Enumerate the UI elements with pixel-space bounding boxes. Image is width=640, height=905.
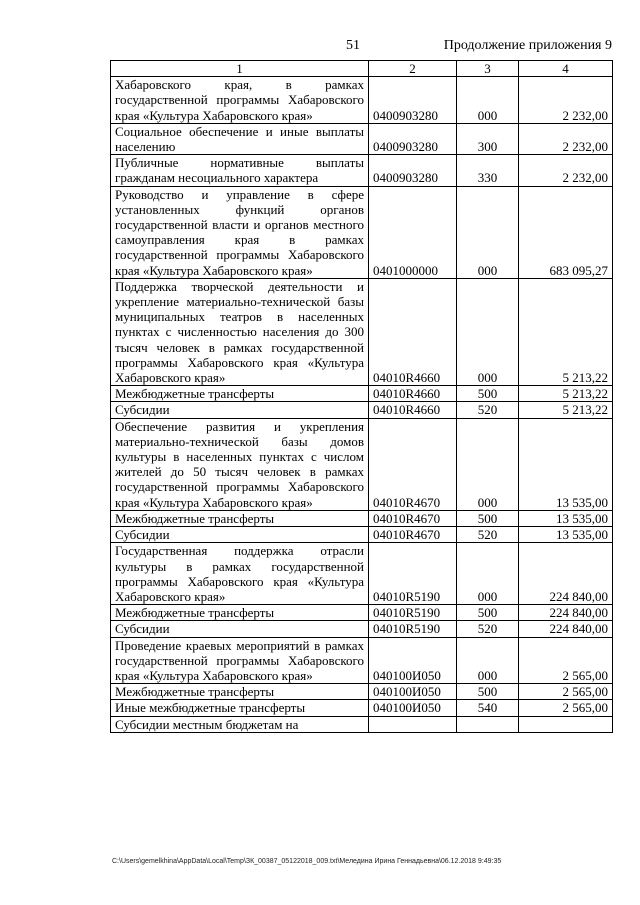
table-row <box>111 527 613 543</box>
table-row <box>111 605 613 621</box>
table-row <box>111 543 613 605</box>
row-amount: 2 565,00 <box>519 684 613 700</box>
row-code: 04010R4670 <box>369 510 457 526</box>
row-code: 0400903280 <box>369 155 457 186</box>
table-row <box>111 155 613 186</box>
row-type: 000 <box>457 418 519 510</box>
row-amount <box>519 716 613 732</box>
row-amount: 5 213,22 <box>519 386 613 402</box>
row-code <box>369 716 457 732</box>
row-type: 500 <box>457 605 519 621</box>
row-type: 540 <box>457 700 519 716</box>
table-row <box>111 186 613 278</box>
row-type: 000 <box>457 278 519 385</box>
row-type: 000 <box>457 637 519 684</box>
table-row <box>111 716 613 732</box>
page-header <box>0 38 640 56</box>
row-name: Субсидии <box>111 621 369 637</box>
row-amount: 13 535,00 <box>519 510 613 526</box>
row-name: Государственная поддержка отрасли культуры в рамках государственной программы Хабаровского края «Культура Хабаровского края» <box>111 543 369 605</box>
row-type: 520 <box>457 527 519 543</box>
row-code: 04010R4660 <box>369 386 457 402</box>
row-name: Публичные нормативные выплаты гражданам несоциального характера <box>111 155 369 186</box>
row-amount: 5 213,22 <box>519 278 613 385</box>
row-amount: 224 840,00 <box>519 621 613 637</box>
table-row <box>111 684 613 700</box>
row-name: Иные межбюджетные трансферты <box>111 700 369 716</box>
row-amount: 13 535,00 <box>519 527 613 543</box>
row-name: Проведение краевых мероприятий в рамках государственной программы Хабаровского края «Культура Хабаровского края» <box>111 637 369 684</box>
row-code: 0401000000 <box>369 186 457 278</box>
row-name: Субсидии местным бюджетам на <box>111 716 369 732</box>
column-header-2: 2 <box>369 61 457 77</box>
table-row <box>111 637 613 684</box>
table-row <box>111 123 613 154</box>
row-code: 04010R5190 <box>369 605 457 621</box>
row-amount: 13 535,00 <box>519 418 613 510</box>
row-name: Межбюджетные трансферты <box>111 386 369 402</box>
row-code: 04010R4670 <box>369 418 457 510</box>
row-code: 04010R4670 <box>369 527 457 543</box>
row-type: 300 <box>457 123 519 154</box>
page-caption: Продолжение приложения 9 <box>443 38 612 53</box>
row-type: 000 <box>457 186 519 278</box>
row-type <box>457 716 519 732</box>
table-row <box>111 278 613 385</box>
row-name: Субсидии <box>111 527 369 543</box>
row-code: 040100И050 <box>369 700 457 716</box>
row-name: Межбюджетные трансферты <box>111 510 369 526</box>
row-name: Обеспечение развития и укрепления материально-технической базы домов культуры в населенных пунктах с числом жителей до 50 тысяч человек в рамках государственной программы Хабаровского края «Культура Хабаровского края» <box>111 418 369 510</box>
table-row <box>111 77 613 124</box>
row-amount: 2 565,00 <box>519 700 613 716</box>
table-row <box>111 402 613 418</box>
row-type: 000 <box>457 543 519 605</box>
table-row <box>111 700 613 716</box>
row-name: Межбюджетные трансферты <box>111 684 369 700</box>
row-code: 04010R4660 <box>369 402 457 418</box>
column-header-1: 1 <box>111 61 369 77</box>
row-code: 04010R5190 <box>369 621 457 637</box>
table-body <box>111 77 613 733</box>
row-name: Хабаровского края, в рамках государственной программы Хабаровского края «Культура Хабаровского края» <box>111 77 369 124</box>
row-code: 0400903280 <box>369 77 457 124</box>
row-name: Межбюджетные трансферты <box>111 605 369 621</box>
row-name: Руководство и управление в сфере установленных функций органов государственной власти и органов местного самоуправления края в рамках государственной программы Хабаровского края «Культура Хабаровского края» <box>111 186 369 278</box>
row-type: 500 <box>457 684 519 700</box>
row-type: 500 <box>457 386 519 402</box>
budget-table <box>110 60 613 733</box>
row-amount: 5 213,22 <box>519 402 613 418</box>
row-amount: 2 565,00 <box>519 637 613 684</box>
row-type: 330 <box>457 155 519 186</box>
table-row <box>111 621 613 637</box>
row-code: 040100И050 <box>369 684 457 700</box>
table-row <box>111 418 613 510</box>
row-type: 000 <box>457 77 519 124</box>
row-amount: 683 095,27 <box>519 186 613 278</box>
row-amount: 2 232,00 <box>519 77 613 124</box>
row-name: Субсидии <box>111 402 369 418</box>
row-name: Поддержка творческой деятельности и укрепление материально-технической базы муниципальных театров в населенных пунктах с численностью населения до 300 тысяч человек в рамках государственной программы Хабаровского края «Культура Хабаровского края» <box>111 278 369 385</box>
row-code: 0400903280 <box>369 123 457 154</box>
row-type: 520 <box>457 621 519 637</box>
row-amount: 2 232,00 <box>519 123 613 154</box>
row-type: 500 <box>457 510 519 526</box>
table-header <box>111 61 613 77</box>
row-name: Социальное обеспечение и иные выплаты населению <box>111 123 369 154</box>
row-code: 04010R4660 <box>369 278 457 385</box>
table-row <box>111 510 613 526</box>
row-type: 520 <box>457 402 519 418</box>
row-code: 040100И050 <box>369 637 457 684</box>
page-number: 51 <box>346 38 360 53</box>
row-amount: 224 840,00 <box>519 605 613 621</box>
footer-file-path: C:\Users\gemelkhina\AppData\Local\Temp\ЗК_00387_05122018_009.txt\Меледина Ирина Геннадьевна\06.12.2018 9:49:35 <box>112 858 502 865</box>
column-header-3: 3 <box>457 61 519 77</box>
table-row <box>111 386 613 402</box>
row-amount: 224 840,00 <box>519 543 613 605</box>
column-header-4: 4 <box>519 61 613 77</box>
row-code: 04010R5190 <box>369 543 457 605</box>
row-amount: 2 232,00 <box>519 155 613 186</box>
header-row <box>111 61 613 77</box>
